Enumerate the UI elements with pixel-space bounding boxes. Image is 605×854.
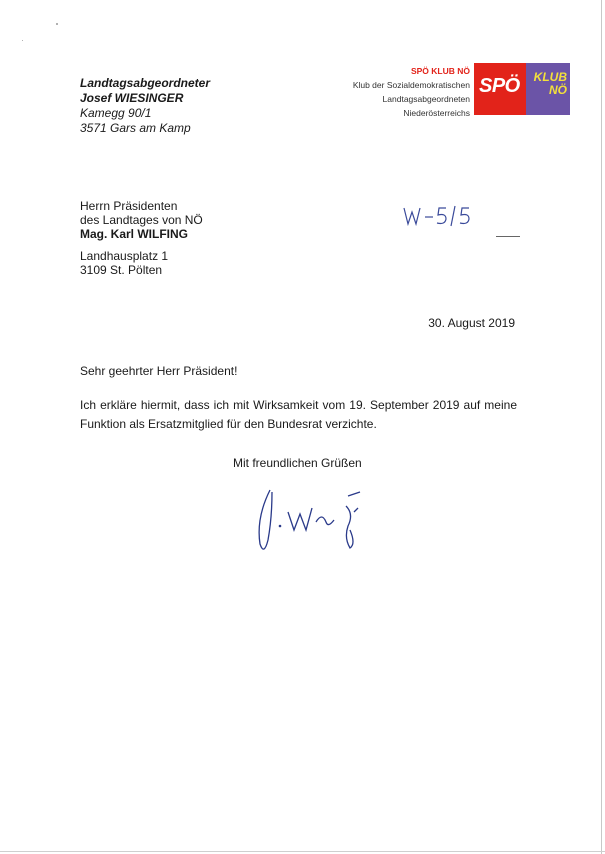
letterhead-line1: Klub der Sozialdemokratischen <box>352 80 470 90</box>
logo-klub-text <box>525 71 567 97</box>
letter-date: 30. August 2019 <box>428 316 515 330</box>
page-edge-bottom <box>0 851 605 852</box>
recipient-line2: des Landtages von NÖ <box>80 213 203 227</box>
body-line-1: Ich erkläre hiermit, dass ich mit Wirksamkeit vom 19. September 2019 auf meine <box>80 398 517 412</box>
address-city: 3109 St. Pölten <box>80 263 163 277</box>
letterhead-line3: Niederösterreichs <box>403 108 470 118</box>
scan-speck <box>22 40 23 41</box>
sender-street: Kamegg 90/1 <box>80 106 152 120</box>
address-street: Landhausplatz 1 <box>80 249 169 263</box>
letterhead-text <box>310 64 470 120</box>
letterhead <box>330 60 570 120</box>
salutation: Sehr geehrter Herr Präsident! <box>80 364 238 378</box>
sender-city: 3571 Gars am Kamp <box>80 121 191 135</box>
letterhead-title: SPÖ KLUB NÖ <box>410 66 470 76</box>
letter-body <box>80 396 517 434</box>
spo-klub-logo <box>474 63 570 115</box>
sender-name: Josef WIESINGER <box>80 91 184 105</box>
signature-drawing <box>250 478 380 558</box>
handwritten-reference-drawing <box>398 200 488 228</box>
sender-block <box>80 76 210 136</box>
sender-role: Landtagsabgeordneter <box>80 76 211 90</box>
recipient-block <box>80 199 203 241</box>
handwritten-line <box>496 236 520 237</box>
recipient-address <box>80 249 168 277</box>
scan-speck <box>56 23 58 25</box>
page-edge-right <box>601 0 602 854</box>
closing-phrase: Mit freundlichen Grüßen <box>233 456 362 470</box>
signature <box>250 478 380 563</box>
recipient-line1: Herrn Präsidenten <box>80 199 178 213</box>
logo-no-word: NÖ <box>549 83 567 97</box>
letterhead-line2: Landtagsabgeordneten <box>382 94 470 104</box>
logo-spo-text: SPÖ <box>479 75 520 97</box>
recipient-name: Mag. Karl WILFING <box>80 227 188 241</box>
handwritten-reference-mark <box>398 200 488 233</box>
body-line-2: Funktion als Ersatzmitglied für den Bundesrat verzichte. <box>80 417 377 431</box>
logo-klub-word: KLUB <box>533 70 567 84</box>
